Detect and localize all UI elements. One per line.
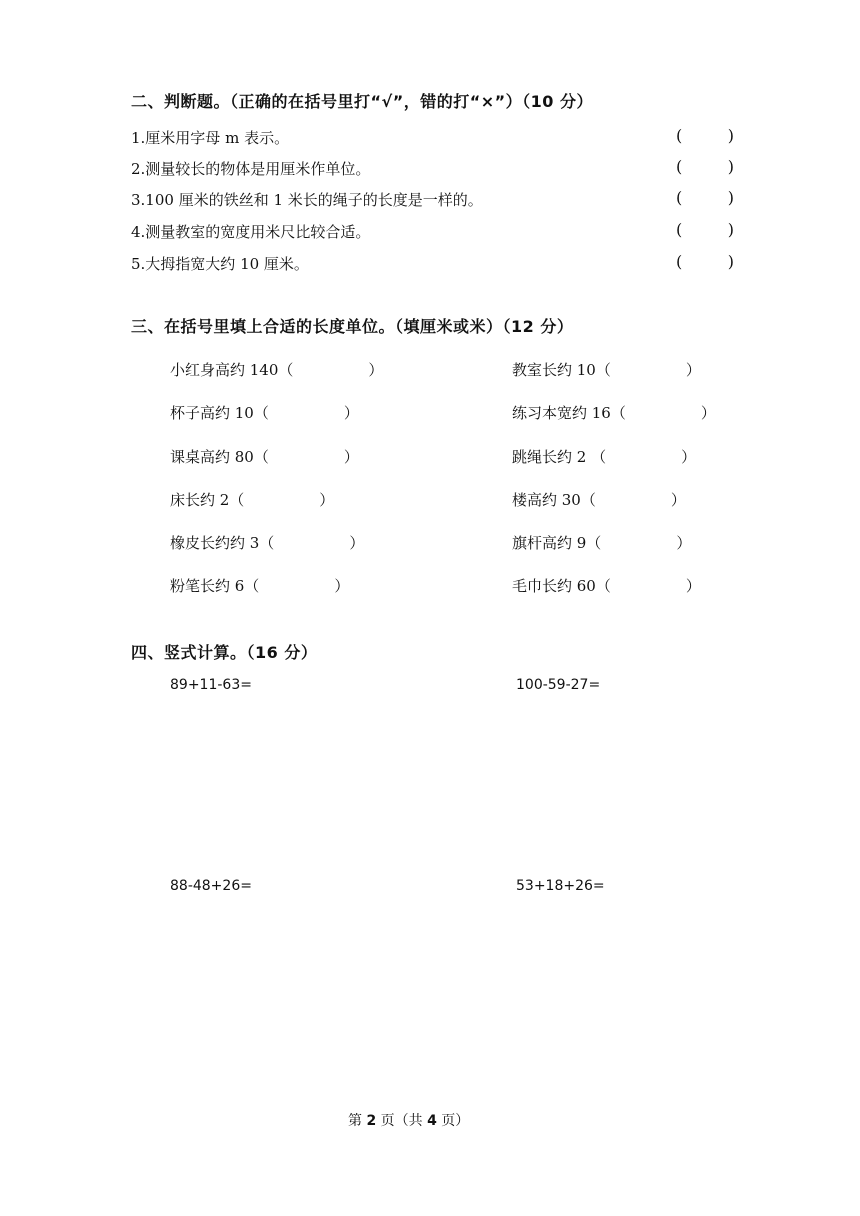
calc-problem-4: 53+18+26=	[516, 878, 605, 894]
answer-paren-3[interactable]: ( )	[676, 188, 734, 207]
page-footer: 第 2 页（共 4 页）	[348, 1113, 470, 1129]
section-3-title: 三、在括号里填上合适的长度单位。（填厘米或米）（12 分）	[131, 317, 574, 336]
fill-item-left-3[interactable]: 课桌高约 80（ ）	[170, 448, 359, 466]
fill-item-left-1[interactable]: 小红身高约 140（ ）	[170, 361, 384, 379]
judgment-item-1: 1.厘米用字母 m 表示。	[131, 129, 290, 147]
calc-problem-2: 100-59-27=	[516, 677, 601, 693]
section-2-title: 二、判断题。（正确的在括号里打“√”，错的打“×”）（10 分）	[131, 92, 593, 111]
page-number: 2	[366, 1113, 377, 1129]
fill-item-right-2[interactable]: 练习本宽约 16（ ）	[512, 404, 716, 422]
judgment-item-4: 4.测量教室的宽度用米尺比较合适。	[131, 223, 371, 241]
judgment-item-3: 3.100 厘米的铁丝和 1 米长的绳子的长度是一样的。	[131, 191, 483, 209]
calc-problem-1: 89+11-63=	[170, 677, 252, 693]
fill-item-left-2[interactable]: 杯子高约 10（ ）	[170, 404, 359, 422]
fill-item-right-4[interactable]: 楼高约 30（ ）	[512, 491, 686, 509]
fill-item-right-5[interactable]: 旗杆高约 9（ ）	[512, 534, 692, 552]
answer-paren-2[interactable]: ( )	[676, 157, 734, 176]
section-4-title: 四、竖式计算。（16 分）	[131, 643, 318, 662]
fill-item-left-6[interactable]: 粉笔长约 6（ ）	[170, 577, 350, 595]
fill-item-left-4[interactable]: 床长约 2（ ）	[170, 491, 335, 509]
calc-problem-3: 88-48+26=	[170, 878, 252, 894]
fill-item-right-1[interactable]: 教室长约 10（ ）	[512, 361, 701, 379]
answer-paren-1[interactable]: ( )	[676, 126, 734, 145]
fill-item-right-6[interactable]: 毛巾长约 60（ ）	[512, 577, 701, 595]
answer-paren-4[interactable]: ( )	[676, 220, 734, 239]
fill-item-left-5[interactable]: 橡皮长约约 3（ ）	[170, 534, 365, 552]
answer-paren-5[interactable]: ( )	[676, 252, 734, 271]
judgment-item-2: 2.测量较长的物体是用厘米作单位。	[131, 160, 371, 178]
fill-item-right-3[interactable]: 跳绳长约 2 （ ）	[512, 448, 697, 466]
page-total: 4	[427, 1113, 437, 1129]
judgment-item-5: 5.大拇指宽大约 10 厘米。	[131, 255, 309, 273]
